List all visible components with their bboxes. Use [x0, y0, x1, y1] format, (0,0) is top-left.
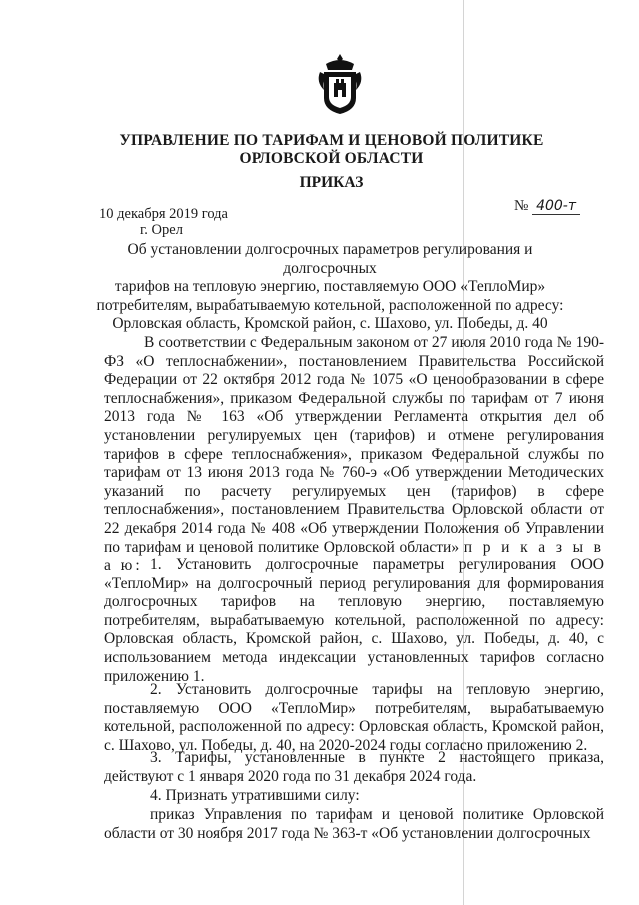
item-4-paragraph: 4. Признать утратившими силу:	[150, 787, 360, 804]
organization-region: ОРЛОВСКОЙ ОБЛАСТИ	[239, 150, 424, 167]
subject-line: потребителям, вырабатываемую котельной, расположенной по адресу:	[96, 296, 564, 314]
item-2-paragraph: 2. Установить долгосрочные тарифы на тепловую энергию, поставляемую ООО «ТеплоМир» потребителям, вырабатываемую котельной, расположенной по адресу: Орловская область, Кромской район, с. Шахово, ул. Победы, д. 40, на 2020-2024 годы согласно приложению 2.	[104, 681, 604, 754]
item-3-paragraph: 3. Тарифы, установленные в пункте 2 настоящего приказа, действуют с 1 января 2020 года по 31 декабря 2024 года.	[104, 749, 604, 785]
number-value: 400-т	[532, 198, 580, 215]
document-city: г. Орел	[140, 222, 183, 238]
subject-line: тарифов на тепловую энергию, поставляемую ООО «ТеплоМир»	[114, 278, 546, 295]
item-4-text-paragraph: приказ Управления по тарифам и ценовой политике Орловской области от 30 ноября 2017 года № 363-т «Об установлении долгосрочных	[104, 806, 604, 842]
coat-of-arms-icon	[316, 52, 364, 116]
document-date: 10 декабря 2019 года	[99, 206, 228, 222]
document-number	[514, 198, 580, 215]
subject-line: Орловская область, Кромской район, с. Шахово, ул. Победы, д. 40	[112, 315, 548, 332]
preamble-paragraph	[104, 334, 604, 576]
document-type: ПРИКАЗ	[299, 174, 364, 191]
decree-word: п р и к а з ы в а ю:	[104, 538, 605, 575]
organization-name: УПРАВЛЕНИЕ ПО ТАРИФАМ И ЦЕНОВОЙ ПОЛИТИКЕ	[119, 132, 544, 149]
document-subject	[80, 241, 580, 334]
number-prefix: №	[514, 198, 529, 214]
item-1-paragraph: 1. Установить долгосрочные параметры регулирования ООО «ТеплоМир» на долгосрочный период регулирования для формирования долгосрочных тарифов на тепловую энергию, поставляемую потребителям, вырабатываемую котельной, расположенной по адресу: Орловская область, Кромской район, с. Шахово, ул. Победы, д. 40, с использованием метода индексации установленных тарифов согласно приложению 1.	[104, 556, 604, 685]
preamble-text: В соответствии с Федеральным законом от 27 июля 2010 года № 190-ФЗ «О теплоснабжении», постановлением Правительства Российской Федерации от 22 октября 2012 года № 1075 «О ценообразовании в сфере теплоснабжения», приказом Федеральной службы по тарифам от 7 июня 2013 года № 163 «Об утверждении Регламента открытия дел об установлении регулируемых цен (тарифов) и отмене регулирования тарифов в сфере теплоснабжения», приказом Федеральной службы по тарифам от 13 июня 2013 года № 760-э «Об утверждении Методических указаний по расчету регулируемых цен (тарифов) в сфере теплоснабжения», постановлением Правительства Орловской области от 22 декабря 2014 года № 408 «Об утверждении Положения об Управлении по тарифам и ценовой политике Орловской области»	[104, 334, 604, 556]
subject-line: Об установлении долгосрочных параметров регулирования и долгосрочных	[127, 241, 533, 277]
